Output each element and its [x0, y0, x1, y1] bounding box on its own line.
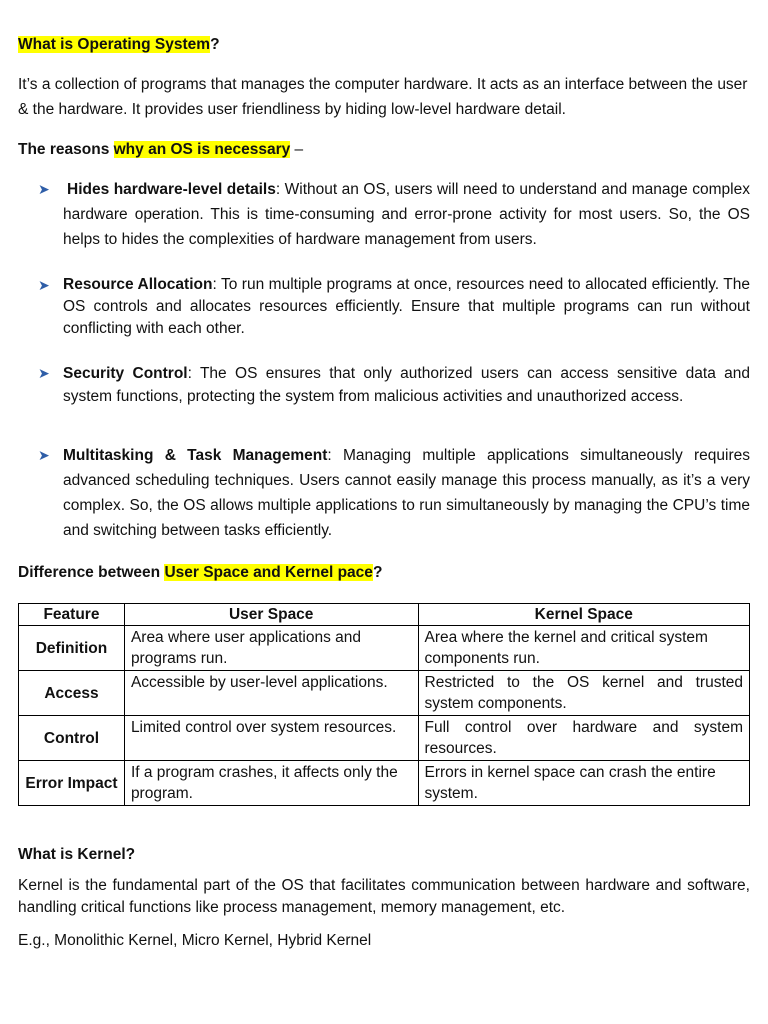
heading-text: Difference between — [18, 564, 165, 581]
feature-cell: Control — [19, 716, 125, 761]
heading-what-is-kernel: What is Kernel? — [18, 846, 136, 863]
document-page — [18, 32, 750, 953]
table-row — [19, 761, 750, 806]
kernel-space-cell: Errors in kernel space can crash the entire system. — [418, 761, 750, 806]
arrow-bullet-icon: ➤ — [38, 181, 50, 197]
heading-reasons — [18, 137, 750, 162]
heading-what-is-os — [18, 32, 750, 57]
list-item — [18, 362, 750, 408]
bullet-title: Multitasking & Task Management — [63, 447, 328, 464]
table-row — [19, 671, 750, 716]
feature-cell: Definition — [19, 626, 125, 671]
highlighted-heading-text: why an OS is necessary — [113, 141, 291, 158]
table-row — [19, 716, 750, 761]
bullet-text: : Managing multiple applications simultaneously requires advanced scheduling techniques. Users cannot easily manage this process manually, as it’s a very complex. So, the OS allows multiple applications to run simultaneously by managing the CPU’s time and switching between tasks efficiently. — [63, 447, 750, 539]
kernel-space-cell: Full control over hardware and system resources. — [418, 716, 750, 761]
arrow-bullet-icon: ➤ — [38, 447, 50, 463]
column-header-user-space: User Space — [124, 604, 418, 626]
heading-text: The reasons — [18, 141, 114, 158]
user-space-cell: Limited control over system resources. — [124, 716, 418, 761]
feature-cell: Error Impact — [19, 761, 125, 806]
list-item — [18, 443, 750, 543]
bullet-text: : Without an OS, users will need to understand and manage complex hardware operation. This is time-consuming and error-prone activity for most users. So, the OS helps to hides the complexities of hardware management from users. — [63, 181, 750, 248]
heading-text-suffix: – — [290, 141, 304, 158]
kernel-space-cell: Restricted to the OS kernel and trusted system components. — [418, 671, 750, 716]
feature-cell: Access — [19, 671, 125, 716]
bullet-title: Resource Allocation — [63, 276, 213, 293]
heading-difference — [18, 560, 750, 585]
user-space-cell: If a program crashes, it affects only the program. — [124, 761, 418, 806]
list-item — [18, 177, 750, 252]
arrow-bullet-icon: ➤ — [38, 277, 50, 293]
highlighted-heading-text: User Space and Kernel pace — [164, 564, 373, 581]
bullet-title: Hides hardware-level details — [67, 181, 276, 198]
arrow-bullet-icon: ➤ — [38, 365, 50, 381]
heading-text-suffix: ? — [210, 36, 220, 53]
table-header-row — [19, 604, 750, 626]
kernel-space-cell: Area where the kernel and critical system components run. — [418, 626, 750, 671]
kernel-examples: E.g., Monolithic Kernel, Micro Kernel, Hybrid Kernel — [18, 932, 372, 949]
user-space-cell: Accessible by user-level applications. — [124, 671, 418, 716]
highlighted-heading-text: What is Operating System — [18, 36, 211, 53]
comparison-table — [18, 603, 750, 806]
bullet-text: : The OS ensures that only authorized users can access sensitive data and system functions, protecting the system from malicious activities and unauthorized access. — [63, 365, 751, 405]
kernel-paragraph: Kernel is the fundamental part of the OS that facilitates communication between hardware and software, handling critical functions like process management, memory management, etc. — [18, 877, 750, 916]
column-header-feature: Feature — [19, 604, 125, 626]
user-space-cell: Area where user applications and programs run. — [124, 626, 418, 671]
list-item — [18, 274, 750, 340]
bullet-text: : To run multiple programs at once, resources need to allocated efficiently. The OS controls and allocates resources efficiently. Ensure that multiple programs can run without conflicting with each other. — [63, 276, 751, 337]
heading-text-suffix: ? — [372, 564, 383, 581]
column-header-kernel-space: Kernel Space — [418, 604, 750, 626]
reasons-list — [18, 177, 750, 543]
intro-paragraph: It’s a collection of programs that manages the computer hardware. It acts as an interface between the user & the hardware. It provides user friendliness by hiding low-level hardware detail. — [18, 76, 748, 118]
table-row — [19, 626, 750, 671]
bullet-title: Security Control — [63, 365, 188, 382]
